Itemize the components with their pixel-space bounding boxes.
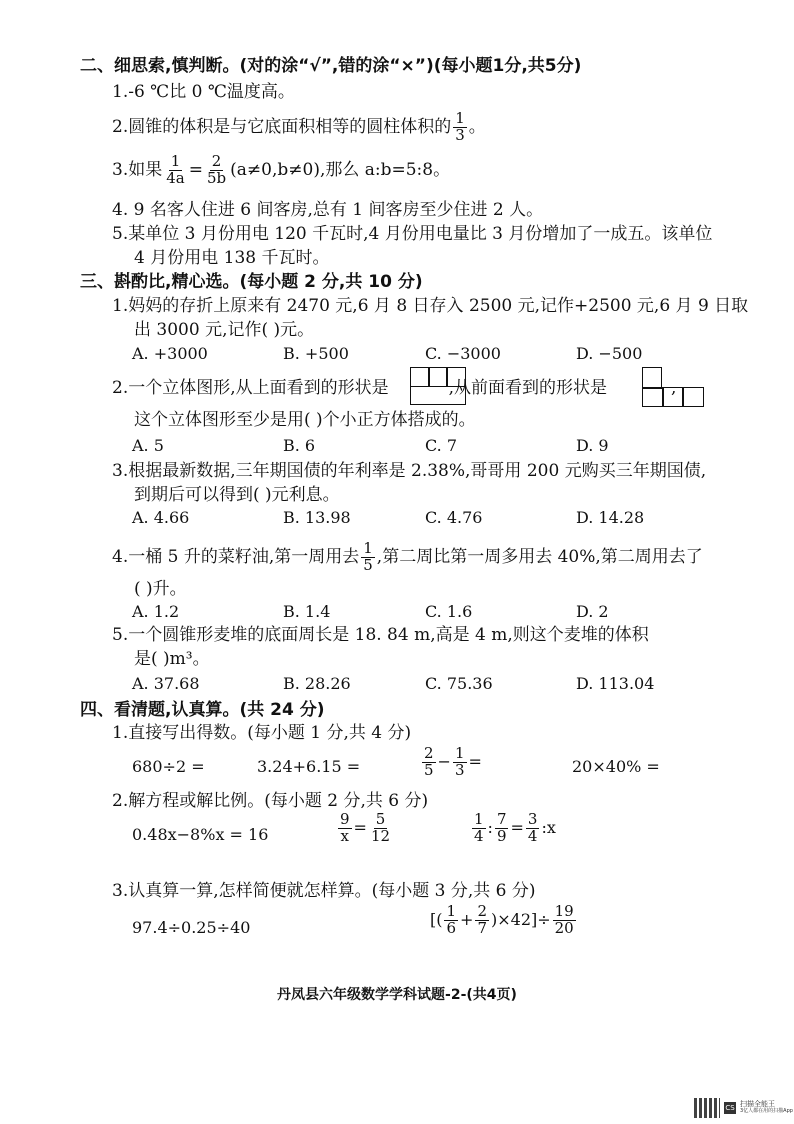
s2-q3-fraction-2: $\frac{2}{5b}$ — [206, 152, 227, 187]
s4-p2-equation-1: 0.48x−8%x = 16 — [132, 825, 269, 844]
s2-q4: 4. 9 名客人住进 6 间客房,总有 1 间客房至少住进 2 人。 — [112, 200, 544, 220]
s3-q1-line1: 1.妈妈的存折上原来有 2470 元,6 月 8 日存入 2500 元,记作+2500 元,6 月 9 日取 — [112, 296, 749, 316]
s4-p1-expr-2: 3.24+6.15 = — [257, 757, 361, 776]
s3-q2-option-c: C. 7 — [425, 436, 458, 455]
s4-p1-expr-3: $\frac{2}{5}$ − $\frac{1}{3}$ = — [424, 744, 482, 779]
s3-q1-option-a: A. +3000 — [132, 344, 208, 363]
s3-q4-option-d: D. 2 — [576, 602, 609, 621]
s4-part1-title: 1.直接写出得数。(每小题 1 分,共 4 分) — [112, 723, 412, 743]
s3-q1-line2: 出 3000 元,记作( )元。 — [134, 320, 315, 340]
cube-square — [662, 387, 684, 407]
s4-p2-equation-2: $\frac{9}{x}$ = $\frac{5}{12}$ — [340, 810, 391, 845]
s3-q4-option-a: A. 1.2 — [132, 602, 180, 621]
s4-p3-expr-1: 97.4÷0.25÷40 — [132, 918, 251, 937]
s4-p2-equation-3: $\frac{1}{4}$ : $\frac{7}{9}$ = $\frac{3}{4}$ :x — [474, 810, 556, 845]
s3-q3-option-a: A. 4.66 — [132, 508, 190, 527]
s4-p1-expr-1: 680÷2 = — [132, 757, 205, 776]
s4-p1-expr-4: 20×40% = — [572, 757, 660, 776]
s3-q1-option-c: C. −3000 — [425, 344, 501, 363]
s3-q5-option-c: C. 75.36 — [425, 674, 493, 693]
cube-square — [642, 387, 664, 407]
page-footer: 丹凤县六年级数学学科试题-2-(共4页) — [277, 987, 517, 1003]
s2-q3: 3.如果 $\frac{1}{4a}$ = $\frac{2}{5b}$ (a≠0,b≠0),那么 a:b=5:8。 — [112, 152, 451, 187]
cube-square — [410, 367, 430, 387]
s2-q1: 1.-6 ℃比 0 ℃温度高。 — [112, 82, 295, 102]
cube-square — [682, 387, 704, 407]
s3-q3-option-d: D. 14.28 — [576, 508, 645, 527]
s3-q1-option-b: B. +500 — [283, 344, 349, 363]
s3-q4-line1: 4.一桶 5 升的菜籽油,第一周用去 $\frac{1}{5}$ ,第二周比第一周多用去 40%,第二周用去了 — [112, 539, 703, 574]
s2-q5-line1: 5.某单位 3 月份用电 120 千瓦时,4 月份用电量比 3 月份增加了一成五。该单位 — [112, 224, 713, 244]
section-2-title: 二、细思索,慎判断。(对的涂“√”,错的涂“×”)(每小题1分,共5分) — [80, 56, 582, 76]
s3-q2-option-d: D. 9 — [576, 436, 609, 455]
s3-q2-line2: 这个立体图形至少是用( )个小正方体搭成的。 — [134, 410, 476, 430]
s2-q3-fraction-1: $\frac{1}{4a}$ — [166, 152, 185, 187]
s4-p3-expr-2: [( $\frac{1}{6}$ + $\frac{2}{7}$ )×42]÷ $\frac{19}{20}$ — [430, 902, 574, 937]
watermark-title: 扫描全能王 — [740, 1100, 775, 1109]
s3-q4-option-b: B. 1.4 — [283, 602, 331, 621]
s3-q5-option-b: B. 28.26 — [283, 674, 351, 693]
s3-q3-line2: 到期后可以得到( )元利息。 — [134, 485, 340, 505]
cube-square — [410, 385, 466, 405]
s3-q1-option-d: D. −500 — [576, 344, 643, 363]
qr-code-icon — [694, 1098, 720, 1118]
s3-q2-option-a: A. 5 — [132, 436, 164, 455]
s3-q5-option-a: A. 37.68 — [132, 674, 200, 693]
watermark-subtitle: 3亿人都在用的扫描App — [740, 1108, 793, 1115]
s4-part2-title: 2.解方程或解比例。(每小题 2 分,共 6 分) — [112, 791, 429, 811]
s2-q2: 2.圆锥的体积是与它底面积相等的圆柱体积的 $\frac{1}{3}$ 。 — [112, 109, 486, 144]
camscanner-logo-icon: CS — [725, 1104, 735, 1112]
s3-q4-line2: ( )升。 — [134, 579, 187, 599]
s3-q3-option-b: B. 13.98 — [283, 508, 351, 527]
s3-q2-option-b: B. 6 — [283, 436, 316, 455]
s4-part3-title: 3.认真算一算,怎样简便就怎样算。(每小题 3 分,共 6 分) — [112, 881, 536, 901]
s3-q4-fraction: $\frac{1}{5}$ — [363, 539, 373, 574]
s3-q4-option-c: C. 1.6 — [425, 602, 473, 621]
s3-q5-option-d: D. 113.04 — [576, 674, 655, 693]
s2-q2-fraction: $\frac{1}{3}$ — [455, 109, 465, 144]
s3-q2-line1: 2.一个立体图形,从上面看到的形状是 ,从前面看到的形状是 , — [112, 378, 677, 398]
cube-square — [428, 367, 448, 387]
s3-q5-line2: 是( )m³。 — [134, 649, 210, 669]
s2-q2-text: 2.圆锥的体积是与它底面积相等的圆柱体积的 — [112, 116, 452, 137]
cube-square — [446, 367, 466, 387]
scanner-watermark — [694, 1098, 793, 1118]
cube-square — [642, 367, 662, 389]
section-4-title: 四、看清题,认真算。(共 24 分) — [80, 700, 325, 720]
section-3-title: 三、斟酌比,精心选。(每小题 2 分,共 10 分) — [80, 272, 423, 292]
s3-q3-option-c: C. 4.76 — [425, 508, 483, 527]
s2-q5-line2: 4 月份用电 138 千瓦时。 — [134, 248, 330, 268]
s3-q5-line1: 5.一个圆锥形麦堆的底面周长是 18. 84 m,高是 4 m,则这个麦堆的体积 — [112, 625, 649, 645]
s3-q3-line1: 3.根据最新数据,三年期国债的年利率是 2.38%,哥哥用 200 元购买三年期国债, — [112, 461, 707, 481]
